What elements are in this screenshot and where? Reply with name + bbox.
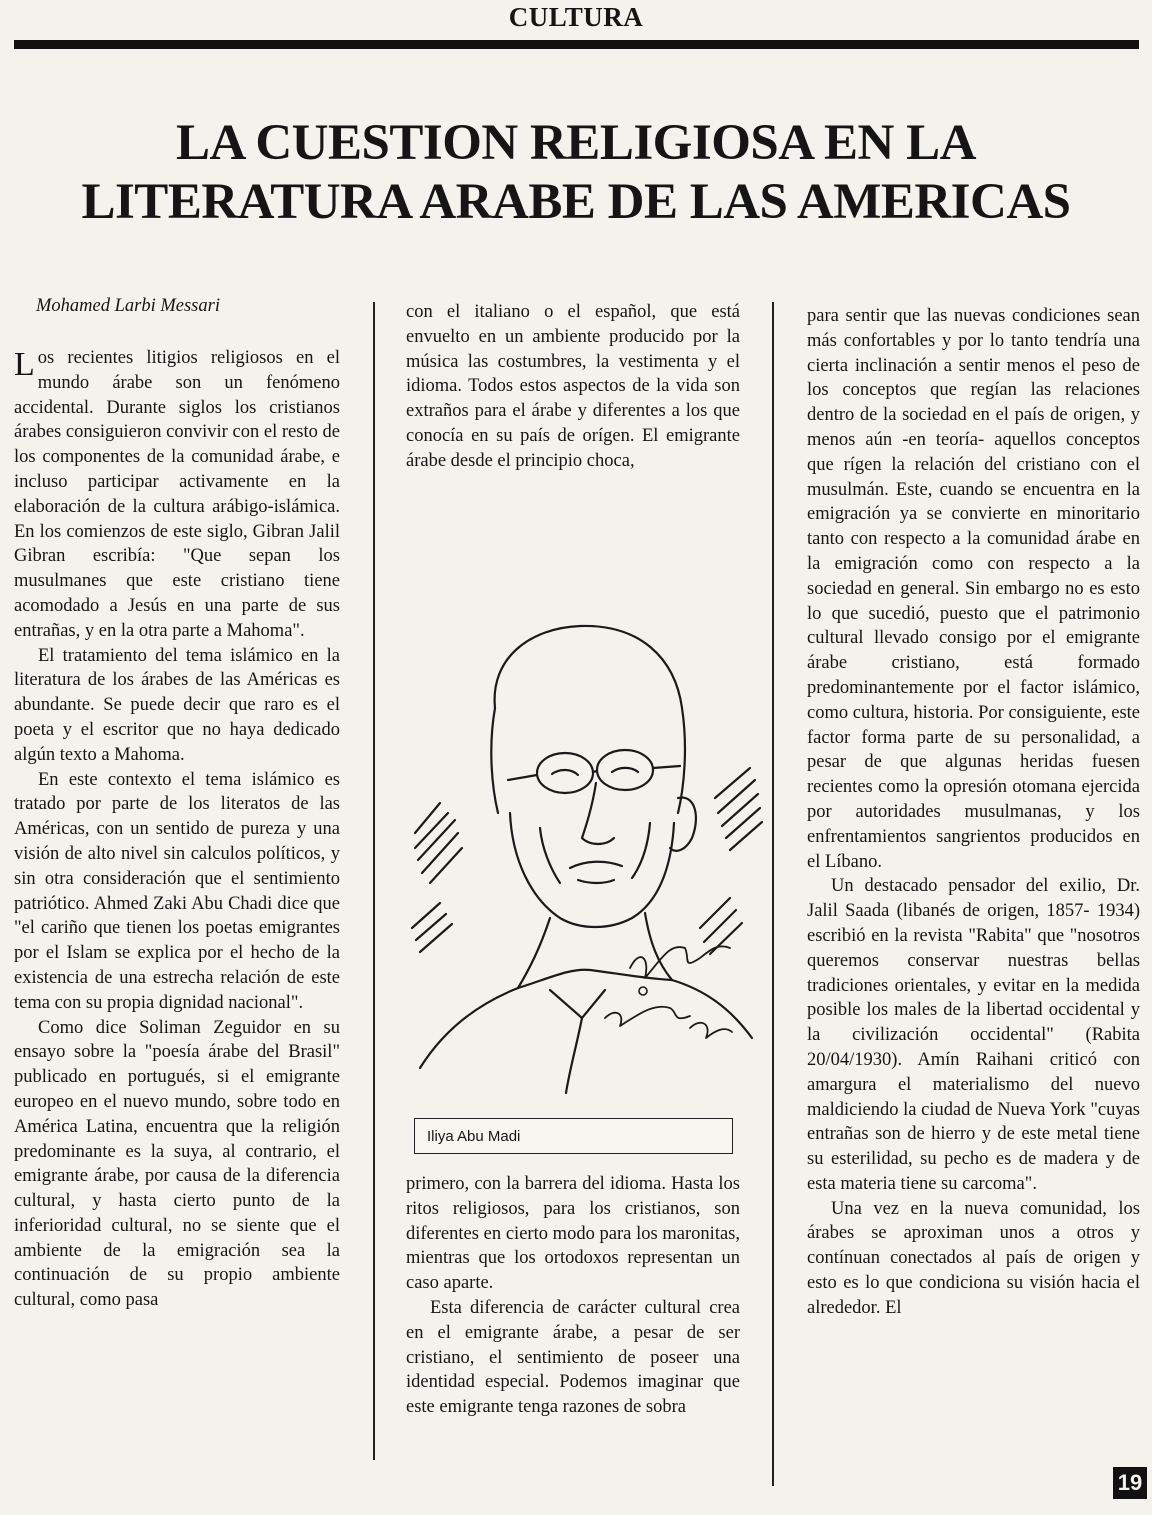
paragraph: Un destacado pensador del exilio, Dr. Jalil Saada (libanés de origen, 1857- 1934) escribió en la revista "Rabita" que "nosotros queremos conservar nuestras bellas tradiciones orientales, y evitar en la medida posible los males de la libertad occidental y la civilización occidental" (Rabita 20/04/1930). Amín Raihani criticó con amargura el materialismo del nuevo maldiciendo la ciudad de Nueva York "cuyas entrañas son de hierro y de este metal tiene su esterilidad, su pecho es de madera y de esta materia tiene su carcoma". bbox=[807, 876, 1140, 1194]
paragraph: Los recientes litigios religiosos en el mundo árabe son un fenómeno accidental. Durante siglos los cristianos árabes consiguieron convivir con el resto de los componentes de la comunidad árabe, e incluso participar activamente en la elaboración de la cultura arábigo-islámica. En los comienzos de este siglo, Gibran Jalil Gibran escribía: "Que sepan los musulmanes que este cristiano tiene acomodado a Jesús en una parte de sus entrañas, y en la otra parte a Mahoma". bbox=[14, 346, 340, 641]
paragraph: En este contexto el tema islámico es tratado por parte de los literatos de las Américas, con un sentido de pureza y una visión de alto nivel sin calculos políticos, y sin otra consideración que el sentimiento patriótico. Ahmed Zaki Abu Chadi dice que "el cariño que tienen los poetas emigrantes por el Islam se explica por el hecho de la existencia de una estrecha relación de este tema con su propia dignidad nacional". bbox=[14, 769, 340, 1013]
title-line-1: LA CUESTION RELIGIOSA EN LA bbox=[176, 115, 976, 171]
title-line-2: LITERATURA ARABE DE LAS AMERICAS bbox=[81, 174, 1071, 230]
image-caption: Iliya Abu Madi bbox=[414, 1118, 733, 1154]
page-number: 19 bbox=[1113, 1467, 1147, 1499]
column-divider bbox=[772, 302, 774, 1486]
paragraph: Esta diferencia de carácter cultural crea en el emigrante árabe, a pesar de ser cristiano, el sentimiento de poseer una identidad especial. Podemos imaginar que este emigrante tenga razones de sobra bbox=[406, 1297, 740, 1418]
paragraph: Una vez en la nueva comunidad, los árabes se aproximan unos a otros y contínuan conectados al país de origen y esto es lo que condiciona su visión hacia el alrededor. El bbox=[807, 1198, 1140, 1318]
column-2-bottom bbox=[406, 1172, 740, 1420]
paragraph: Como dice Soliman Zeguidor en su ensayo sobre la "poesía árabe del Brasil" publicado en portugués, si el emigrante europeo en el nuevo mundo, sobre todo en América Latina, encuentra que la religión predominante es la suya, al contrario, el emigrante árabe, por causa de la diferencia cultural, y hasta cierto punto de la inferioridad cultural, no se siente que el ambiente de la emigración sea la continuación de su propio ambiente cultural, como pasa bbox=[14, 1017, 340, 1311]
paragraph: primero, con la barrera del idioma. Hasta los ritos religiosos, para los cristianos, son diferentes en cierto modo para los maronitas, mientras que los ortodoxos representan un caso aparte. bbox=[406, 1174, 740, 1294]
column-3 bbox=[807, 304, 1140, 1321]
section-label: CULTURA bbox=[508, 2, 644, 32]
paragraph: El tratamiento del tema islámico en la literatura de los árabes de las Américas es abundante. Se puede decir que raro es el poeta y el escritor que no haya dedicado algún texto a Mahoma. bbox=[14, 645, 340, 765]
portrait-sketch bbox=[400, 598, 768, 1096]
paragraph: con el italiano o el español, que está envuelto en un ambiente producido por la música las costumbres, la vestimenta y el idioma. Todos estos aspectos de la vida son extraños para el árabe y diferentes a los que conocía en su país de orígen. El emigrante árabe desde el principio choca, bbox=[406, 302, 740, 471]
top-rule bbox=[14, 40, 1139, 49]
column-1 bbox=[14, 346, 340, 1313]
column-divider bbox=[373, 302, 375, 1460]
paragraph: para sentir que las nuevas condiciones sean más confortables y por lo tanto tendría una cierta inclinación a sentir menos el peso de los conceptos que regían las relaciones dentro de la sociedad en el país de origen, y menos aún -en teoría- aquellos conceptos que rígen la relación del cristiano con el musulmán. Este, cuando se encuentra en la emigración ya se convierte en minoritario tanto con respecto a la comunidad árabe en la emigración como con respecto a la sociedad en general. Sin embargo no es esto lo que sucedió, puesto que el patrimonio cultural llevado consigo por el emigrante árabe cristiano, está formado predominantemente por el factor islámico, como cultura, historia. Por consiguiente, este factor forma parte de su personalidad, a pesar de que algunas heridas fuesen recientes como la opresión otomana ejercida por autoridades musulmanas, y los enfrentamientos sangrientos producidos en el Líbano. bbox=[807, 306, 1140, 872]
author-byline: Mohamed Larbi Messari bbox=[36, 296, 220, 316]
column-2-top bbox=[406, 300, 740, 474]
article-title bbox=[0, 114, 1152, 232]
